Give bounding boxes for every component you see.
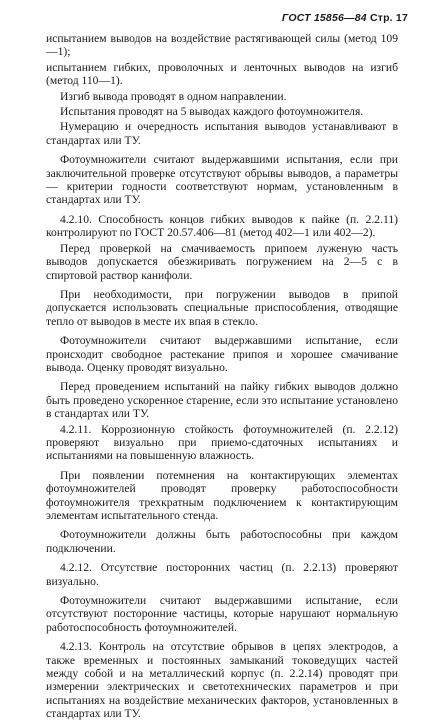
section-4-2-12: 4.2.12. Отсутствие посторонних частиц (п. 2.2.13) проверяют визуально.	[46, 561, 398, 588]
page-number: Стр. 17	[369, 12, 408, 24]
paragraph: Нумерацию и очередность испытания выводов устанавливают в стандартах или ТУ.	[46, 120, 398, 147]
paragraph: При появлении потемнения на контактирующих элементах фотоумножителей проводят проверку работоспособности фотоумножителя трехкратным подключением к контактирующим элементам испытательного стенда.	[46, 468, 398, 522]
paragraph: Изгиб вывода проводят в одном направлении.	[60, 89, 287, 103]
standard-number: ГОСТ 15856—84	[281, 12, 367, 24]
paragraph: Испытания проводят на 5 выводах каждого фотоумножителя.	[60, 105, 364, 119]
paragraph: Перед проведением испытаний на пайку гибких выводов должно быть проведено ускоренное старение, если это испытание установлено в стандартах или ТУ.	[46, 380, 398, 421]
paragraph: Фотоумножители считают выдержавшими испытания, если при заключительной проверке отсутствуют обрывы выводов, а параметры — критерии годности соответствуют нормам, установленным в стандартах или ТУ.	[46, 153, 398, 207]
section-4-2-11: 4.2.11. Коррозионную стойкость фотоумножителей (п. 2.2.12) проверяют визуально при приемо-сдаточных испытаниях и испытаниями на повышенную влажность.	[46, 422, 398, 463]
paragraph: Перед проверкой на смачиваемость припоем луженую часть выводов допускается обезжиривать погружением на 2—5 с в спиртовой раствор канифоли.	[46, 241, 398, 282]
paragraph: испытанием выводов на воздействие растягивающей силы (метод 109—1);	[46, 32, 398, 59]
paragraph: Фотоумножители должны быть работоспособны при каждом подключении.	[46, 528, 398, 555]
paragraph: Фотоумножители считают выдержавшими испытание, если происходит свободное растекание припоя и хорошее смачивание вывода. Оценку проводят визуально.	[46, 334, 398, 374]
paragraph: При необходимости, при погружении выводов в припой допускается использовать специальные приспособления, отводящие тепло от выводов в месте их впая в стекло.	[46, 287, 398, 328]
section-4-2-10: 4.2.10. Способность концов гибких выводов к пайке (п. 2.2.11) контролируют по ГОСТ 20.57.406—81 (метод 402—1 или 402—2).	[46, 212, 398, 240]
paragraph: испытанием гибких, проволочных и ленточных выводов на изгиб (метод 110—1).	[46, 60, 398, 88]
page-header	[282, 12, 408, 24]
section-4-2-13: 4.2.13. Контроль на отсутствие обрывов в цепях электродов, а также временных и постоянных замыканий токоведущих частей между собой и на металлический корпус (п. 2.2.14) проводят при измерении электрических и светотехнических параметров и при испытаниях на воздействие механических факторов, установленных в стандартах или ТУ.	[46, 640, 398, 721]
document-body	[46, 32, 398, 727]
paragraph: Фотоумножители считают выдержавшими испытание, если отсутствуют посторонние частицы, которые нарушают нормальную работоспособность фотоумножителей.	[46, 594, 398, 634]
